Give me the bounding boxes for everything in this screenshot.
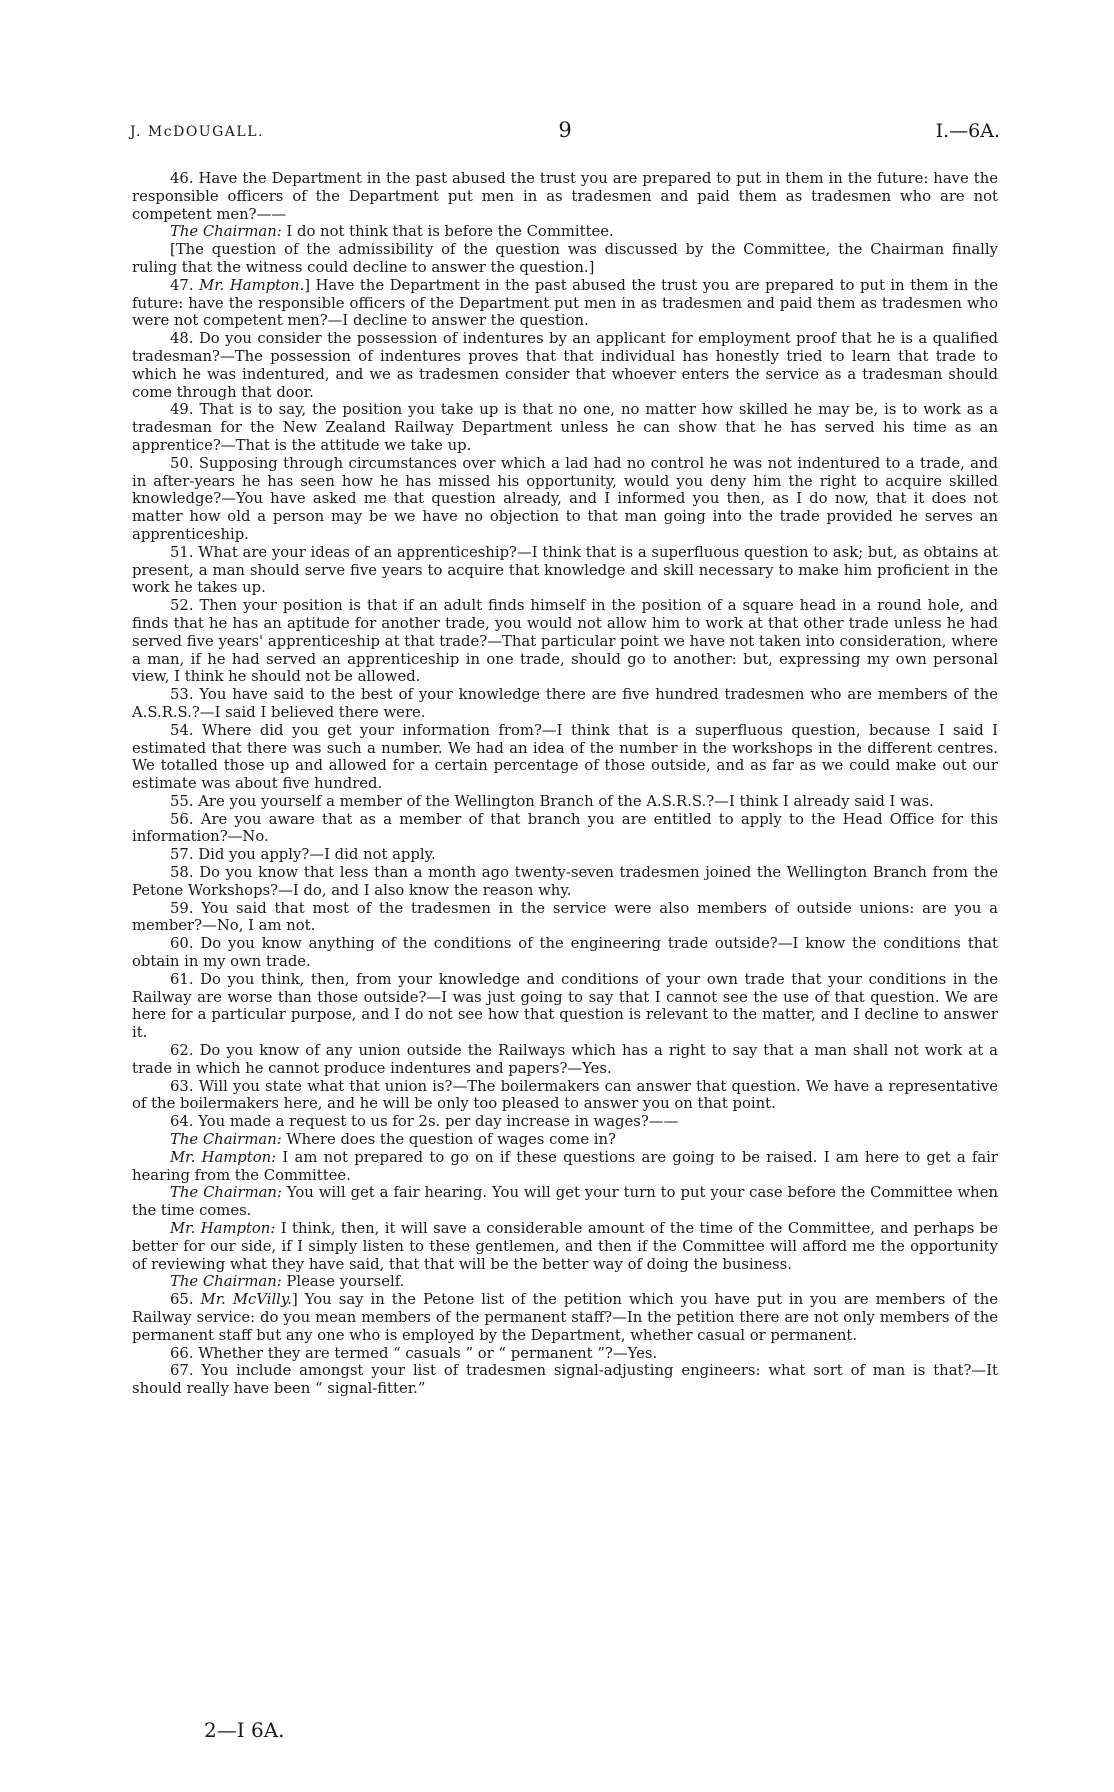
question-56: 56. Are you aware that as a member of that branch you are entitled to apply to the Head Office for this information?—No. (132, 810, 998, 846)
question-62: 62. Do you know of any union outside the Railways which has a right to say that a man shall not work at a trade in which he cannot produce indentures and papers?—Yes. (132, 1042, 998, 1077)
question-63: 63. Will you state what that union is?—The boilermakers can answer that question. We have a representative of the boilermakers here, and he will be only too pleased to answer you on that point. (132, 1077, 998, 1113)
speaker-name: The Chairman: (170, 1184, 282, 1202)
question-66: 66. Whether they are termed “ casuals ” or “ permanent ”?—Yes. (170, 1344, 658, 1362)
chairman-remark (132, 223, 998, 241)
question-55: 55. Are you yourself a member of the Wellington Branch of the A.S.R.S.?—I think I already said I was. (170, 792, 934, 810)
page-number: 9 (558, 118, 572, 142)
chairman-remark (132, 1273, 998, 1291)
question-48: 48. Do you consider the possession of indentures by an applicant for employment proof that he is a qualified tradesman?—The possession of indentures proves that that individual has honestly tried to learn that trade to which he was indentured, and we as tradesmen consider that whoever enters the service as a tradesman should come through that door. (132, 330, 998, 401)
remark-text: Please yourself. (281, 1273, 405, 1291)
question-51: 51. What are your ideas of an apprenticeship?—I think that is a superfluous question to ask; but, as obtains at present, a man should serve five years to acquire that knowledge and skill necessary to make him proficient in the work he takes up. (132, 543, 998, 597)
hampton-remark (132, 1149, 998, 1185)
signature-mark: 2—I 6A. (204, 1718, 285, 1742)
question-prefix: 47. (170, 276, 200, 294)
question-53: 53. You have said to the best of your knowledge there are five hundred tradesmen who are members of the A.S.R.S.?—I said I believed there were. (132, 686, 998, 721)
question-47 (132, 277, 998, 330)
speaker-name: Mr. Hampton. (199, 276, 305, 294)
committee-note: [The question of the admissibility of the question was discussed by the Committee, the Chairman finally ruling that the witness could decline to answer the question.] (132, 241, 998, 276)
question-49: 49. That is to say, the position you take up is that no one, no matter how skilled he may be, is to work as a tradesman for the New Zealand Railway Department unless he can show that he has served his time as an apprentice?—That is the attitude we take up. (132, 401, 998, 454)
question-46: 46. Have the Department in the past abused the trust you are prepared to put in them in the future: have the responsible officers of the Department put men in as tradesmen and paid them as tradesmen who are not competent men?—— (132, 170, 998, 223)
question-prefix: 65. (170, 1291, 201, 1309)
remark-text: I am not prepared to go on if these questions are going to be raised. I am here to get a fair hearing from the Committee. (132, 1148, 998, 1184)
page-header (130, 118, 1000, 146)
question-61: 61. Do you think, then, from your knowledge and conditions of your own trade that your conditions in the Railway are worse than those outside?—I was just going to say that I cannot see the use of that question. We are here for a particular purpose, and I do not see how that question is relevant to the matter, and I decline to answer it. (132, 970, 998, 1042)
speaker-name: Mr. Hampton: (170, 1148, 277, 1166)
header-witness-name: J. McDOUGALL. (130, 124, 264, 140)
question-text: ] Have the Department in the past abused the trust you are prepared to put in them in the future: have the responsible officers of the Department put men in as tradesmen and paid them as tradesmen who were not competent men?—I decline to answer the question. (132, 276, 998, 330)
question-65 (132, 1291, 998, 1344)
question-60: 60. Do you know anything of the conditions of the engineering trade outside?—I know the conditions that obtain in my own trade. (132, 935, 998, 971)
question-54: 54. Where did you get your information from?—I think that is a superfluous question, because I said I estimated that there was such a number. We had an idea of the number in the workshops in the different centres. We totalled those up and allowed for a certain percentage of those outside, and as far as we could make out our estimate was about five hundred. (132, 721, 998, 793)
question-58: 58. Do you know that less than a month ago twenty-seven tradesmen joined the Wellington Branch from the Petone Workshops?—I do, and I also know the reason why. (132, 864, 998, 899)
speaker-name: The Chairman: (170, 1131, 282, 1149)
question-text: ] You say in the Petone list of the petition which you have put in you are members of the Railway service: do you mean members of the permanent staff?—In the petition there are not only members of the permanent staff but any one who is employed by the Department, whether casual or permanent. (132, 1291, 998, 1344)
remark-text: I think, then, it will save a considerable amount of the time of the Committee, and perhaps be better for our side, if I simply listen to these gentlemen, and then if the Committee will afford me the opportunity of reviewing what they have said, that that will be the better way of doing the business. (132, 1220, 998, 1273)
speaker-name: Mr. McVilly. (200, 1291, 293, 1309)
question-52: 52. Then your position is that if an adult finds himself in the position of a square head in a round hole, and finds that he has an aptitude for another trade, you would not allow him to work at that other trade unless he had served five years' apprenticeship at that trade?—That particular point we have not taken into consideration, where a man, if he had served an apprenticeship in one trade, should go to another: but, expressing my own personal view, I think he should not be allowed. (132, 597, 998, 686)
remark-text: Where does the question of wages come in? (281, 1131, 616, 1149)
chairman-remark (132, 1184, 998, 1220)
remark-text: You will get a fair hearing. You will get your turn to put your case before the Committee when the time comes. (132, 1184, 998, 1220)
question-67: 67. You include amongst your list of tradesmen signal-adjusting engineers: what sort of man is that?—It should really have been “ signal-fitter.” (132, 1362, 998, 1398)
question-57: 57. Did you apply?—I did not apply. (170, 846, 436, 864)
header-paper-reference: I.—6A. (935, 120, 1000, 142)
question-59: 59. You said that most of the tradesmen in the service were also members of outside unions: are you a member?—No, I am not. (132, 899, 998, 935)
chairman-remark (132, 1131, 998, 1149)
minutes-of-evidence (132, 170, 998, 1398)
speaker-name: The Chairman: (170, 223, 282, 241)
speaker-name: Mr. Hampton: (170, 1220, 276, 1238)
hampton-remark (132, 1220, 998, 1273)
speaker-name: The Chairman: (170, 1273, 282, 1291)
question-50: 50. Supposing through circumstances over which a lad had no control he was not indentured to a trade, and in after-years he has seen how he has missed his opportunity, would you deny him the right to acquire skilled knowledge?—You have asked me that question already, and I informed you then, as I do now, that it does not matter how old a person may be we have no objection to that man going into the trade provided he serves an apprenticeship. (132, 454, 998, 543)
question-64: 64. You made a request to us for 2s. per day increase in wages?—— (170, 1113, 679, 1131)
remark-text: I do not think that is before the Committee. (281, 223, 614, 241)
